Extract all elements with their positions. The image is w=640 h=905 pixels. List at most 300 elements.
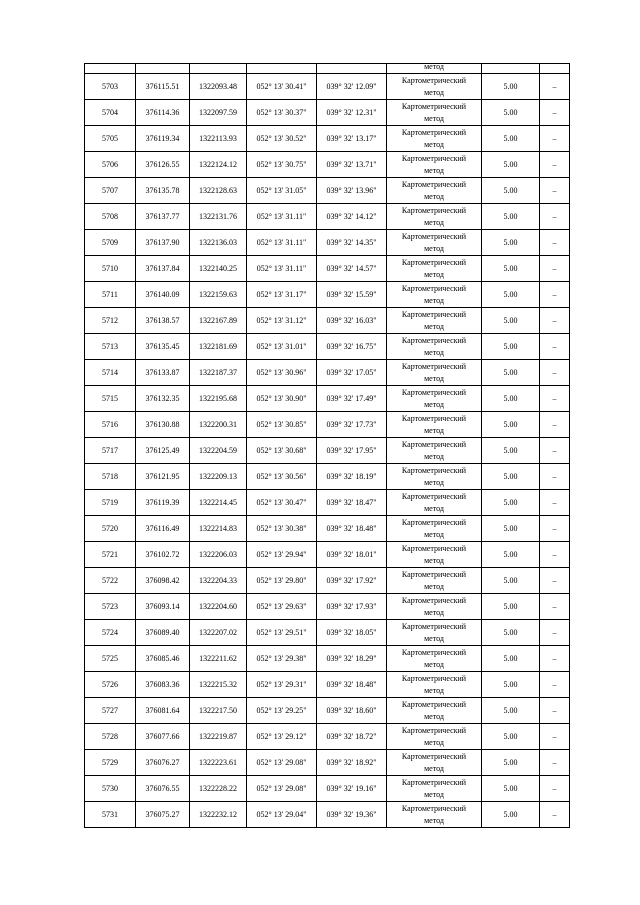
- cell-empty: [190, 64, 247, 74]
- cell-x-coordinate: 376135.78: [136, 178, 190, 204]
- method-line-1: Картометрический: [401, 595, 467, 605]
- cell-x-coordinate: 376138.57: [136, 308, 190, 334]
- cell-latitude: 052° 13' 29.38": [247, 646, 317, 672]
- method-line-2: метод: [424, 87, 444, 97]
- cell-longitude: 039° 32' 16.03": [317, 308, 387, 334]
- cell-latitude: 052° 13' 31.17": [247, 282, 317, 308]
- table-row: [85, 126, 570, 152]
- cell-note: –: [540, 594, 570, 620]
- cell-point-number: 5715: [85, 386, 136, 412]
- method-continued-text: метод: [424, 63, 444, 71]
- cell-note: –: [540, 568, 570, 594]
- method-line-1: Картометрический: [401, 127, 467, 137]
- cell-longitude: 039° 32' 18.48": [317, 672, 387, 698]
- cell-x-coordinate: 376140.09: [136, 282, 190, 308]
- cell-longitude: 039° 32' 13.17": [317, 126, 387, 152]
- table-row: [85, 256, 570, 282]
- method-line-2: метод: [424, 529, 444, 539]
- table-row: [85, 568, 570, 594]
- cell-longitude: 039° 32' 18.05": [317, 620, 387, 646]
- cell-method: [387, 516, 482, 542]
- method-line-2: метод: [424, 139, 444, 149]
- cell-longitude: 039° 32' 14.12": [317, 204, 387, 230]
- cell-point-number: 5726: [85, 672, 136, 698]
- cell-longitude: 039° 32' 19.16": [317, 776, 387, 802]
- method-line-1: Картометрический: [401, 491, 467, 501]
- cell-y-coordinate: 1322223.61: [190, 750, 247, 776]
- cell-point-number: 5721: [85, 542, 136, 568]
- cell-method: [387, 308, 482, 334]
- table-row: [85, 776, 570, 802]
- method-line-2: метод: [424, 373, 444, 383]
- cell-x-coordinate: 376085.46: [136, 646, 190, 672]
- cell-point-number: 5724: [85, 620, 136, 646]
- method-line-1: Картометрический: [401, 101, 467, 111]
- method-line-1: Картометрический: [401, 517, 467, 527]
- cell-method: [387, 490, 482, 516]
- cell-y-coordinate: 1322124.12: [190, 152, 247, 178]
- cell-latitude: 052° 13' 30.52": [247, 126, 317, 152]
- method-line-1: Картометрический: [401, 569, 467, 579]
- cell-y-coordinate: 1322195.68: [190, 386, 247, 412]
- cell-y-coordinate: 1322217.50: [190, 698, 247, 724]
- cell-point-number: 5718: [85, 464, 136, 490]
- cell-point-number: 5706: [85, 152, 136, 178]
- method-line-2: метод: [424, 451, 444, 461]
- cell-method: [387, 646, 482, 672]
- cell-accuracy: 5.00: [482, 724, 540, 750]
- cell-longitude: 039° 32' 13.71": [317, 152, 387, 178]
- table-row: [85, 308, 570, 334]
- cell-note: –: [540, 438, 570, 464]
- cell-latitude: 052° 13' 30.37": [247, 100, 317, 126]
- cell-point-number: 5723: [85, 594, 136, 620]
- cell-y-coordinate: 1322113.93: [190, 126, 247, 152]
- cell-x-coordinate: 376126.55: [136, 152, 190, 178]
- cell-point-number: 5731: [85, 802, 136, 828]
- cell-note: –: [540, 74, 570, 100]
- table-row: [85, 464, 570, 490]
- cell-method: [387, 230, 482, 256]
- cell-point-number: 5716: [85, 412, 136, 438]
- cell-accuracy: 5.00: [482, 516, 540, 542]
- cell-y-coordinate: 1322206.03: [190, 542, 247, 568]
- cell-point-number: 5709: [85, 230, 136, 256]
- cell-longitude: 039° 32' 12.09": [317, 74, 387, 100]
- cell-longitude: 039° 32' 17.05": [317, 360, 387, 386]
- cell-accuracy: 5.00: [482, 646, 540, 672]
- method-line-2: метод: [424, 503, 444, 513]
- cell-accuracy: 5.00: [482, 698, 540, 724]
- cell-method: [387, 256, 482, 282]
- method-line-2: метод: [424, 633, 444, 643]
- cell-latitude: 052° 13' 30.90": [247, 386, 317, 412]
- cell-note: –: [540, 698, 570, 724]
- cell-accuracy: 5.00: [482, 672, 540, 698]
- cell-method-continued: [387, 64, 482, 74]
- method-line-1: Картометрический: [401, 309, 467, 319]
- table-row: [85, 386, 570, 412]
- table-row: [85, 360, 570, 386]
- cell-method: [387, 282, 482, 308]
- cell-latitude: 052° 13' 30.85": [247, 412, 317, 438]
- cell-x-coordinate: 376116.49: [136, 516, 190, 542]
- cell-accuracy: 5.00: [482, 802, 540, 828]
- cell-accuracy: 5.00: [482, 152, 540, 178]
- cell-x-coordinate: 376081.64: [136, 698, 190, 724]
- method-line-1: Картометрический: [401, 179, 467, 189]
- cell-longitude: 039° 32' 18.19": [317, 464, 387, 490]
- table-row: [85, 152, 570, 178]
- cell-x-coordinate: 376083.36: [136, 672, 190, 698]
- cell-note: –: [540, 412, 570, 438]
- method-line-1: Картометрический: [401, 777, 467, 787]
- cell-longitude: 039° 32' 14.35": [317, 230, 387, 256]
- method-line-1: Картометрический: [401, 283, 467, 293]
- table-row: [85, 542, 570, 568]
- cell-longitude: 039° 32' 17.49": [317, 386, 387, 412]
- cell-method: [387, 178, 482, 204]
- table-row: [85, 672, 570, 698]
- cell-note: –: [540, 620, 570, 646]
- table-row: [85, 204, 570, 230]
- cell-x-coordinate: 376119.34: [136, 126, 190, 152]
- cell-x-coordinate: 376125.49: [136, 438, 190, 464]
- method-line-1: Картометрический: [401, 439, 467, 449]
- cell-note: –: [540, 334, 570, 360]
- cell-x-coordinate: 376133.87: [136, 360, 190, 386]
- cell-y-coordinate: 1322211.62: [190, 646, 247, 672]
- cell-x-coordinate: 376114.36: [136, 100, 190, 126]
- cell-y-coordinate: 1322128.63: [190, 178, 247, 204]
- cell-x-coordinate: 376137.90: [136, 230, 190, 256]
- method-line-2: метод: [424, 763, 444, 773]
- cell-note: –: [540, 542, 570, 568]
- cell-y-coordinate: 1322159.63: [190, 282, 247, 308]
- cell-method: [387, 568, 482, 594]
- table-body: [85, 64, 570, 828]
- cell-y-coordinate: 1322219.87: [190, 724, 247, 750]
- method-line-2: метод: [424, 607, 444, 617]
- cell-latitude: 052° 13' 30.38": [247, 516, 317, 542]
- cell-latitude: 052° 13' 31.11": [247, 204, 317, 230]
- method-line-1: Картометрический: [401, 647, 467, 657]
- cell-accuracy: 5.00: [482, 204, 540, 230]
- cell-note: –: [540, 282, 570, 308]
- method-line-2: метод: [424, 243, 444, 253]
- method-line-1: Картометрический: [401, 465, 467, 475]
- method-line-2: метод: [424, 269, 444, 279]
- cell-accuracy: 5.00: [482, 308, 540, 334]
- cell-note: –: [540, 360, 570, 386]
- cell-accuracy: 5.00: [482, 178, 540, 204]
- cell-point-number: 5725: [85, 646, 136, 672]
- cell-x-coordinate: 376076.27: [136, 750, 190, 776]
- cell-note: –: [540, 178, 570, 204]
- cell-point-number: 5712: [85, 308, 136, 334]
- cell-method: [387, 126, 482, 152]
- cell-method: [387, 802, 482, 828]
- cell-point-number: 5713: [85, 334, 136, 360]
- table-row: [85, 74, 570, 100]
- cell-x-coordinate: 376132.35: [136, 386, 190, 412]
- cell-latitude: 052° 13' 31.11": [247, 230, 317, 256]
- cell-latitude: 052° 13' 30.75": [247, 152, 317, 178]
- method-line-2: метод: [424, 737, 444, 747]
- cell-method: [387, 750, 482, 776]
- method-line-2: метод: [424, 659, 444, 669]
- cell-latitude: 052° 13' 29.08": [247, 750, 317, 776]
- cell-empty: [317, 64, 387, 74]
- cell-accuracy: 5.00: [482, 412, 540, 438]
- cell-y-coordinate: 1322215.32: [190, 672, 247, 698]
- cell-note: –: [540, 802, 570, 828]
- cell-note: –: [540, 100, 570, 126]
- cell-y-coordinate: 1322204.60: [190, 594, 247, 620]
- cell-note: –: [540, 724, 570, 750]
- cell-method: [387, 204, 482, 230]
- table-row: [85, 724, 570, 750]
- cell-latitude: 052° 13' 31.11": [247, 256, 317, 282]
- cell-method: [387, 412, 482, 438]
- cell-accuracy: 5.00: [482, 594, 540, 620]
- cell-note: –: [540, 750, 570, 776]
- cell-y-coordinate: 1322228.22: [190, 776, 247, 802]
- cell-point-number: 5727: [85, 698, 136, 724]
- cell-point-number: 5707: [85, 178, 136, 204]
- cell-accuracy: 5.00: [482, 776, 540, 802]
- cell-longitude: 039° 32' 18.01": [317, 542, 387, 568]
- method-line-1: Картометрический: [401, 413, 467, 423]
- cell-x-coordinate: 376135.45: [136, 334, 190, 360]
- cell-y-coordinate: 1322187.37: [190, 360, 247, 386]
- method-line-2: метод: [424, 477, 444, 487]
- cell-longitude: 039° 32' 17.92": [317, 568, 387, 594]
- method-line-1: Картометрический: [401, 673, 467, 683]
- cell-note: –: [540, 126, 570, 152]
- table-row: [85, 334, 570, 360]
- cell-note: –: [540, 672, 570, 698]
- table-row: [85, 620, 570, 646]
- cell-point-number: 5719: [85, 490, 136, 516]
- method-line-2: метод: [424, 581, 444, 591]
- cell-empty: [85, 64, 136, 74]
- cell-y-coordinate: 1322167.89: [190, 308, 247, 334]
- cell-longitude: 039° 32' 15.59": [317, 282, 387, 308]
- method-line-2: метод: [424, 165, 444, 175]
- cell-latitude: 052° 13' 30.56": [247, 464, 317, 490]
- table-row: [85, 230, 570, 256]
- cell-accuracy: 5.00: [482, 386, 540, 412]
- cell-point-number: 5729: [85, 750, 136, 776]
- cell-longitude: 039° 32' 18.72": [317, 724, 387, 750]
- cell-latitude: 052° 13' 30.96": [247, 360, 317, 386]
- cell-accuracy: 5.00: [482, 282, 540, 308]
- cell-latitude: 052° 13' 29.12": [247, 724, 317, 750]
- cell-y-coordinate: 1322207.02: [190, 620, 247, 646]
- cell-latitude: 052° 13' 30.47": [247, 490, 317, 516]
- cell-x-coordinate: 376102.72: [136, 542, 190, 568]
- table-row: [85, 646, 570, 672]
- method-line-1: Картометрический: [401, 335, 467, 345]
- table-row: [85, 698, 570, 724]
- cell-latitude: 052° 13' 29.94": [247, 542, 317, 568]
- cell-note: –: [540, 646, 570, 672]
- cell-accuracy: 5.00: [482, 334, 540, 360]
- method-line-2: метод: [424, 191, 444, 201]
- cell-accuracy: 5.00: [482, 230, 540, 256]
- cell-accuracy: 5.00: [482, 126, 540, 152]
- cell-method: [387, 672, 482, 698]
- cell-method: [387, 594, 482, 620]
- cell-method: [387, 724, 482, 750]
- method-line-1: Картометрический: [401, 361, 467, 371]
- cell-x-coordinate: 376119.39: [136, 490, 190, 516]
- cell-point-number: 5703: [85, 74, 136, 100]
- cell-longitude: 039° 32' 18.60": [317, 698, 387, 724]
- cell-y-coordinate: 1322232.12: [190, 802, 247, 828]
- method-line-1: Картометрический: [401, 621, 467, 631]
- table-row: [85, 100, 570, 126]
- method-line-2: метод: [424, 685, 444, 695]
- cell-point-number: 5704: [85, 100, 136, 126]
- cell-y-coordinate: 1322093.48: [190, 74, 247, 100]
- cell-latitude: 052° 13' 31.05": [247, 178, 317, 204]
- cell-latitude: 052° 13' 30.41": [247, 74, 317, 100]
- cell-latitude: 052° 13' 29.63": [247, 594, 317, 620]
- cell-accuracy: 5.00: [482, 568, 540, 594]
- cell-point-number: 5705: [85, 126, 136, 152]
- cell-accuracy: 5.00: [482, 74, 540, 100]
- cell-longitude: 039° 32' 18.48": [317, 516, 387, 542]
- cell-accuracy: 5.00: [482, 490, 540, 516]
- cell-point-number: 5711: [85, 282, 136, 308]
- cell-x-coordinate: 376077.66: [136, 724, 190, 750]
- table-row: [85, 282, 570, 308]
- cell-latitude: 052° 13' 31.12": [247, 308, 317, 334]
- cell-x-coordinate: 376130.88: [136, 412, 190, 438]
- cell-method: [387, 542, 482, 568]
- method-line-2: метод: [424, 789, 444, 799]
- cell-point-number: 5728: [85, 724, 136, 750]
- cell-longitude: 039° 32' 18.29": [317, 646, 387, 672]
- cell-y-coordinate: 1322140.25: [190, 256, 247, 282]
- method-line-1: Картометрический: [401, 153, 467, 163]
- cell-note: –: [540, 256, 570, 282]
- cell-x-coordinate: 376137.84: [136, 256, 190, 282]
- cell-point-number: 5714: [85, 360, 136, 386]
- cell-note: –: [540, 308, 570, 334]
- method-line-1: Картометрический: [401, 75, 467, 85]
- table-row: [85, 802, 570, 828]
- table-row: [85, 490, 570, 516]
- cell-y-coordinate: 1322131.76: [190, 204, 247, 230]
- cell-longitude: 039° 32' 18.92": [317, 750, 387, 776]
- cell-latitude: 052° 13' 29.51": [247, 620, 317, 646]
- method-line-1: Картометрический: [401, 231, 467, 241]
- method-line-1: Картометрический: [401, 803, 467, 813]
- cell-empty: [482, 64, 540, 74]
- cell-note: –: [540, 152, 570, 178]
- cell-latitude: 052° 13' 30.68": [247, 438, 317, 464]
- cell-accuracy: 5.00: [482, 750, 540, 776]
- cell-point-number: 5708: [85, 204, 136, 230]
- cell-longitude: 039° 32' 18.47": [317, 490, 387, 516]
- cell-point-number: 5717: [85, 438, 136, 464]
- cell-method: [387, 620, 482, 646]
- cell-y-coordinate: 1322214.45: [190, 490, 247, 516]
- cell-latitude: 052° 13' 31.01": [247, 334, 317, 360]
- cell-note: –: [540, 490, 570, 516]
- table-row: [85, 594, 570, 620]
- cell-longitude: 039° 32' 17.73": [317, 412, 387, 438]
- cell-note: –: [540, 230, 570, 256]
- continuation-row: [85, 64, 570, 74]
- method-line-1: Картометрический: [401, 751, 467, 761]
- cell-accuracy: 5.00: [482, 100, 540, 126]
- cell-x-coordinate: 376121.95: [136, 464, 190, 490]
- cell-note: –: [540, 516, 570, 542]
- cell-longitude: 039° 32' 19.36": [317, 802, 387, 828]
- cell-note: –: [540, 464, 570, 490]
- method-line-1: Картометрический: [401, 725, 467, 735]
- cell-longitude: 039° 32' 17.95": [317, 438, 387, 464]
- method-line-1: Картометрический: [401, 699, 467, 709]
- cell-accuracy: 5.00: [482, 542, 540, 568]
- cell-accuracy: 5.00: [482, 256, 540, 282]
- cell-latitude: 052° 13' 29.25": [247, 698, 317, 724]
- cell-y-coordinate: 1322181.69: [190, 334, 247, 360]
- cell-latitude: 052° 13' 29.31": [247, 672, 317, 698]
- cell-point-number: 5730: [85, 776, 136, 802]
- cell-longitude: 039° 32' 12.31": [317, 100, 387, 126]
- method-line-2: метод: [424, 425, 444, 435]
- method-line-2: метод: [424, 347, 444, 357]
- cell-y-coordinate: 1322209.13: [190, 464, 247, 490]
- cell-longitude: 039° 32' 14.57": [317, 256, 387, 282]
- cell-longitude: 039° 32' 13.96": [317, 178, 387, 204]
- cell-method: [387, 698, 482, 724]
- cell-note: –: [540, 204, 570, 230]
- cell-y-coordinate: 1322200.31: [190, 412, 247, 438]
- cell-method: [387, 464, 482, 490]
- cell-x-coordinate: 376093.14: [136, 594, 190, 620]
- method-line-1: Картометрический: [401, 205, 467, 215]
- coordinates-table: [84, 63, 570, 828]
- cell-x-coordinate: 376089.40: [136, 620, 190, 646]
- table-row: [85, 178, 570, 204]
- cell-y-coordinate: 1322214.83: [190, 516, 247, 542]
- cell-method: [387, 100, 482, 126]
- cell-y-coordinate: 1322097.59: [190, 100, 247, 126]
- cell-accuracy: 5.00: [482, 464, 540, 490]
- cell-y-coordinate: 1322136.03: [190, 230, 247, 256]
- cell-accuracy: 5.00: [482, 438, 540, 464]
- cell-latitude: 052° 13' 29.08": [247, 776, 317, 802]
- method-line-2: метод: [424, 113, 444, 123]
- cell-empty: [540, 64, 570, 74]
- cell-empty: [136, 64, 190, 74]
- cell-point-number: 5720: [85, 516, 136, 542]
- cell-x-coordinate: 376115.51: [136, 74, 190, 100]
- table-row: [85, 516, 570, 542]
- cell-method: [387, 152, 482, 178]
- cell-method: [387, 360, 482, 386]
- method-line-2: метод: [424, 711, 444, 721]
- cell-empty: [247, 64, 317, 74]
- cell-longitude: 039° 32' 16.75": [317, 334, 387, 360]
- cell-y-coordinate: 1322204.59: [190, 438, 247, 464]
